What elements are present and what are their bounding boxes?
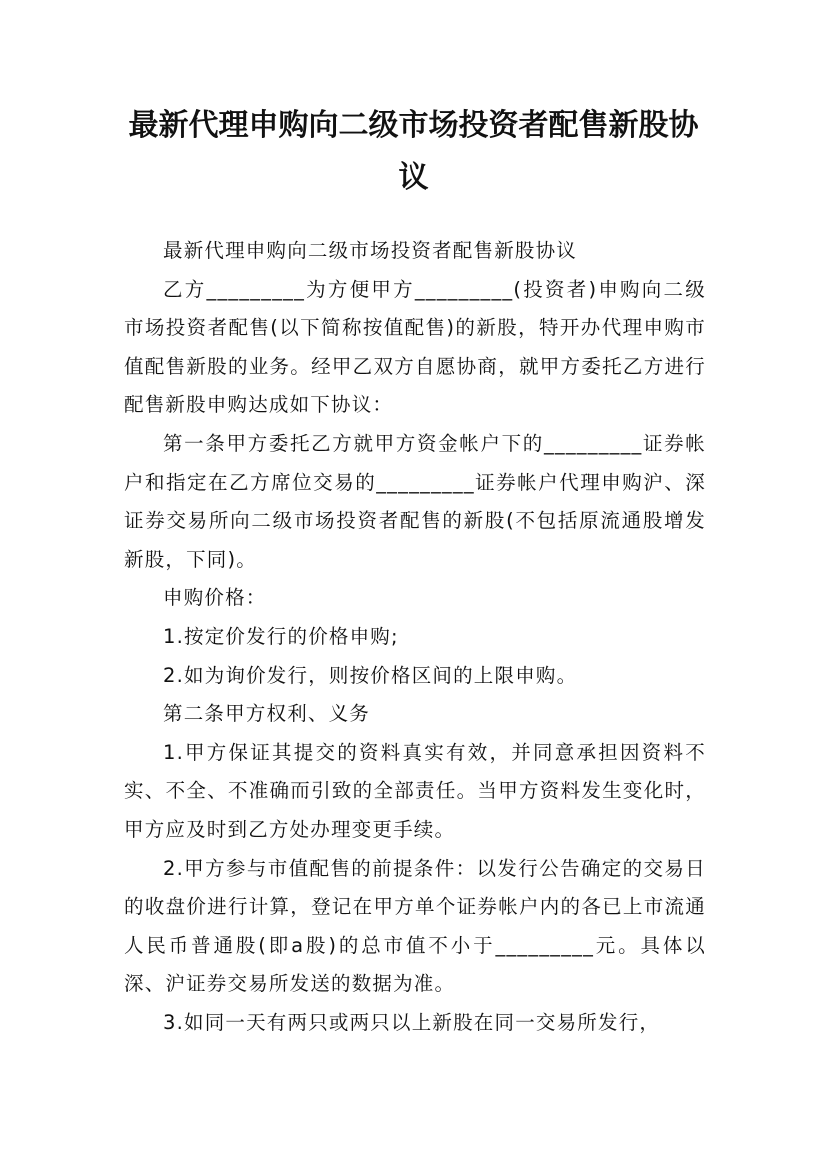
- paragraph-price-item-1: 1.按定价发行的价格申购;: [163, 624, 399, 648]
- paragraph-intro: 乙方_________为方便甲方_________(投资者)申购向二级市场投资者配售(以下简称按值配售)的新股，特开办代理申购市值配售新股的业务。经甲乙双方自愿协商，就甲方委托乙方进行配售新股申购达成如下协议：: [124, 277, 706, 417]
- paragraph-article-2-item-2: 2.甲方参与市值配售的前提条件：以发行公告确定的交易日的收盘价进行计算，登记在甲方单个证券帐户内的各已上市流通人民币普通股(即a股)的总市值不小于_________元。具体以深、沪证券交易所发送的数据为准。: [124, 856, 706, 996]
- paragraph-price-heading: 申购价格：: [163, 586, 267, 610]
- document-body: [124, 232, 706, 1042]
- paragraph-price-item-2: 2.如为询价发行，则按价格区间的上限申购。: [163, 663, 578, 687]
- paragraph-article-2-heading: 第二条甲方权利、义务: [163, 702, 371, 726]
- paragraph-article-2-item-1: 1.甲方保证其提交的资料真实有效，并同意承担因资料不实、不全、不准确而引致的全部责任。当甲方资料发生变化时，甲方应及时到乙方处办理变更手续。: [124, 740, 706, 841]
- document-title: 最新代理申购向二级市场投资者配售新股协议: [128, 108, 699, 195]
- paragraph-subtitle: 最新代理申购向二级市场投资者配售新股协议: [163, 239, 578, 262]
- paragraph-article-2-item-3: 3.如同一天有两只或两只以上新股在同一交易所发行，: [163, 1010, 661, 1034]
- paragraph-article-1: 第一条甲方委托乙方就甲方资金帐户下的_________证券帐户和指定在乙方席位交易的_________证券帐户代理申购沪、深证券交易所向二级市场投资者配售的新股(不包括原流通股增发新股，下同)。: [124, 431, 706, 571]
